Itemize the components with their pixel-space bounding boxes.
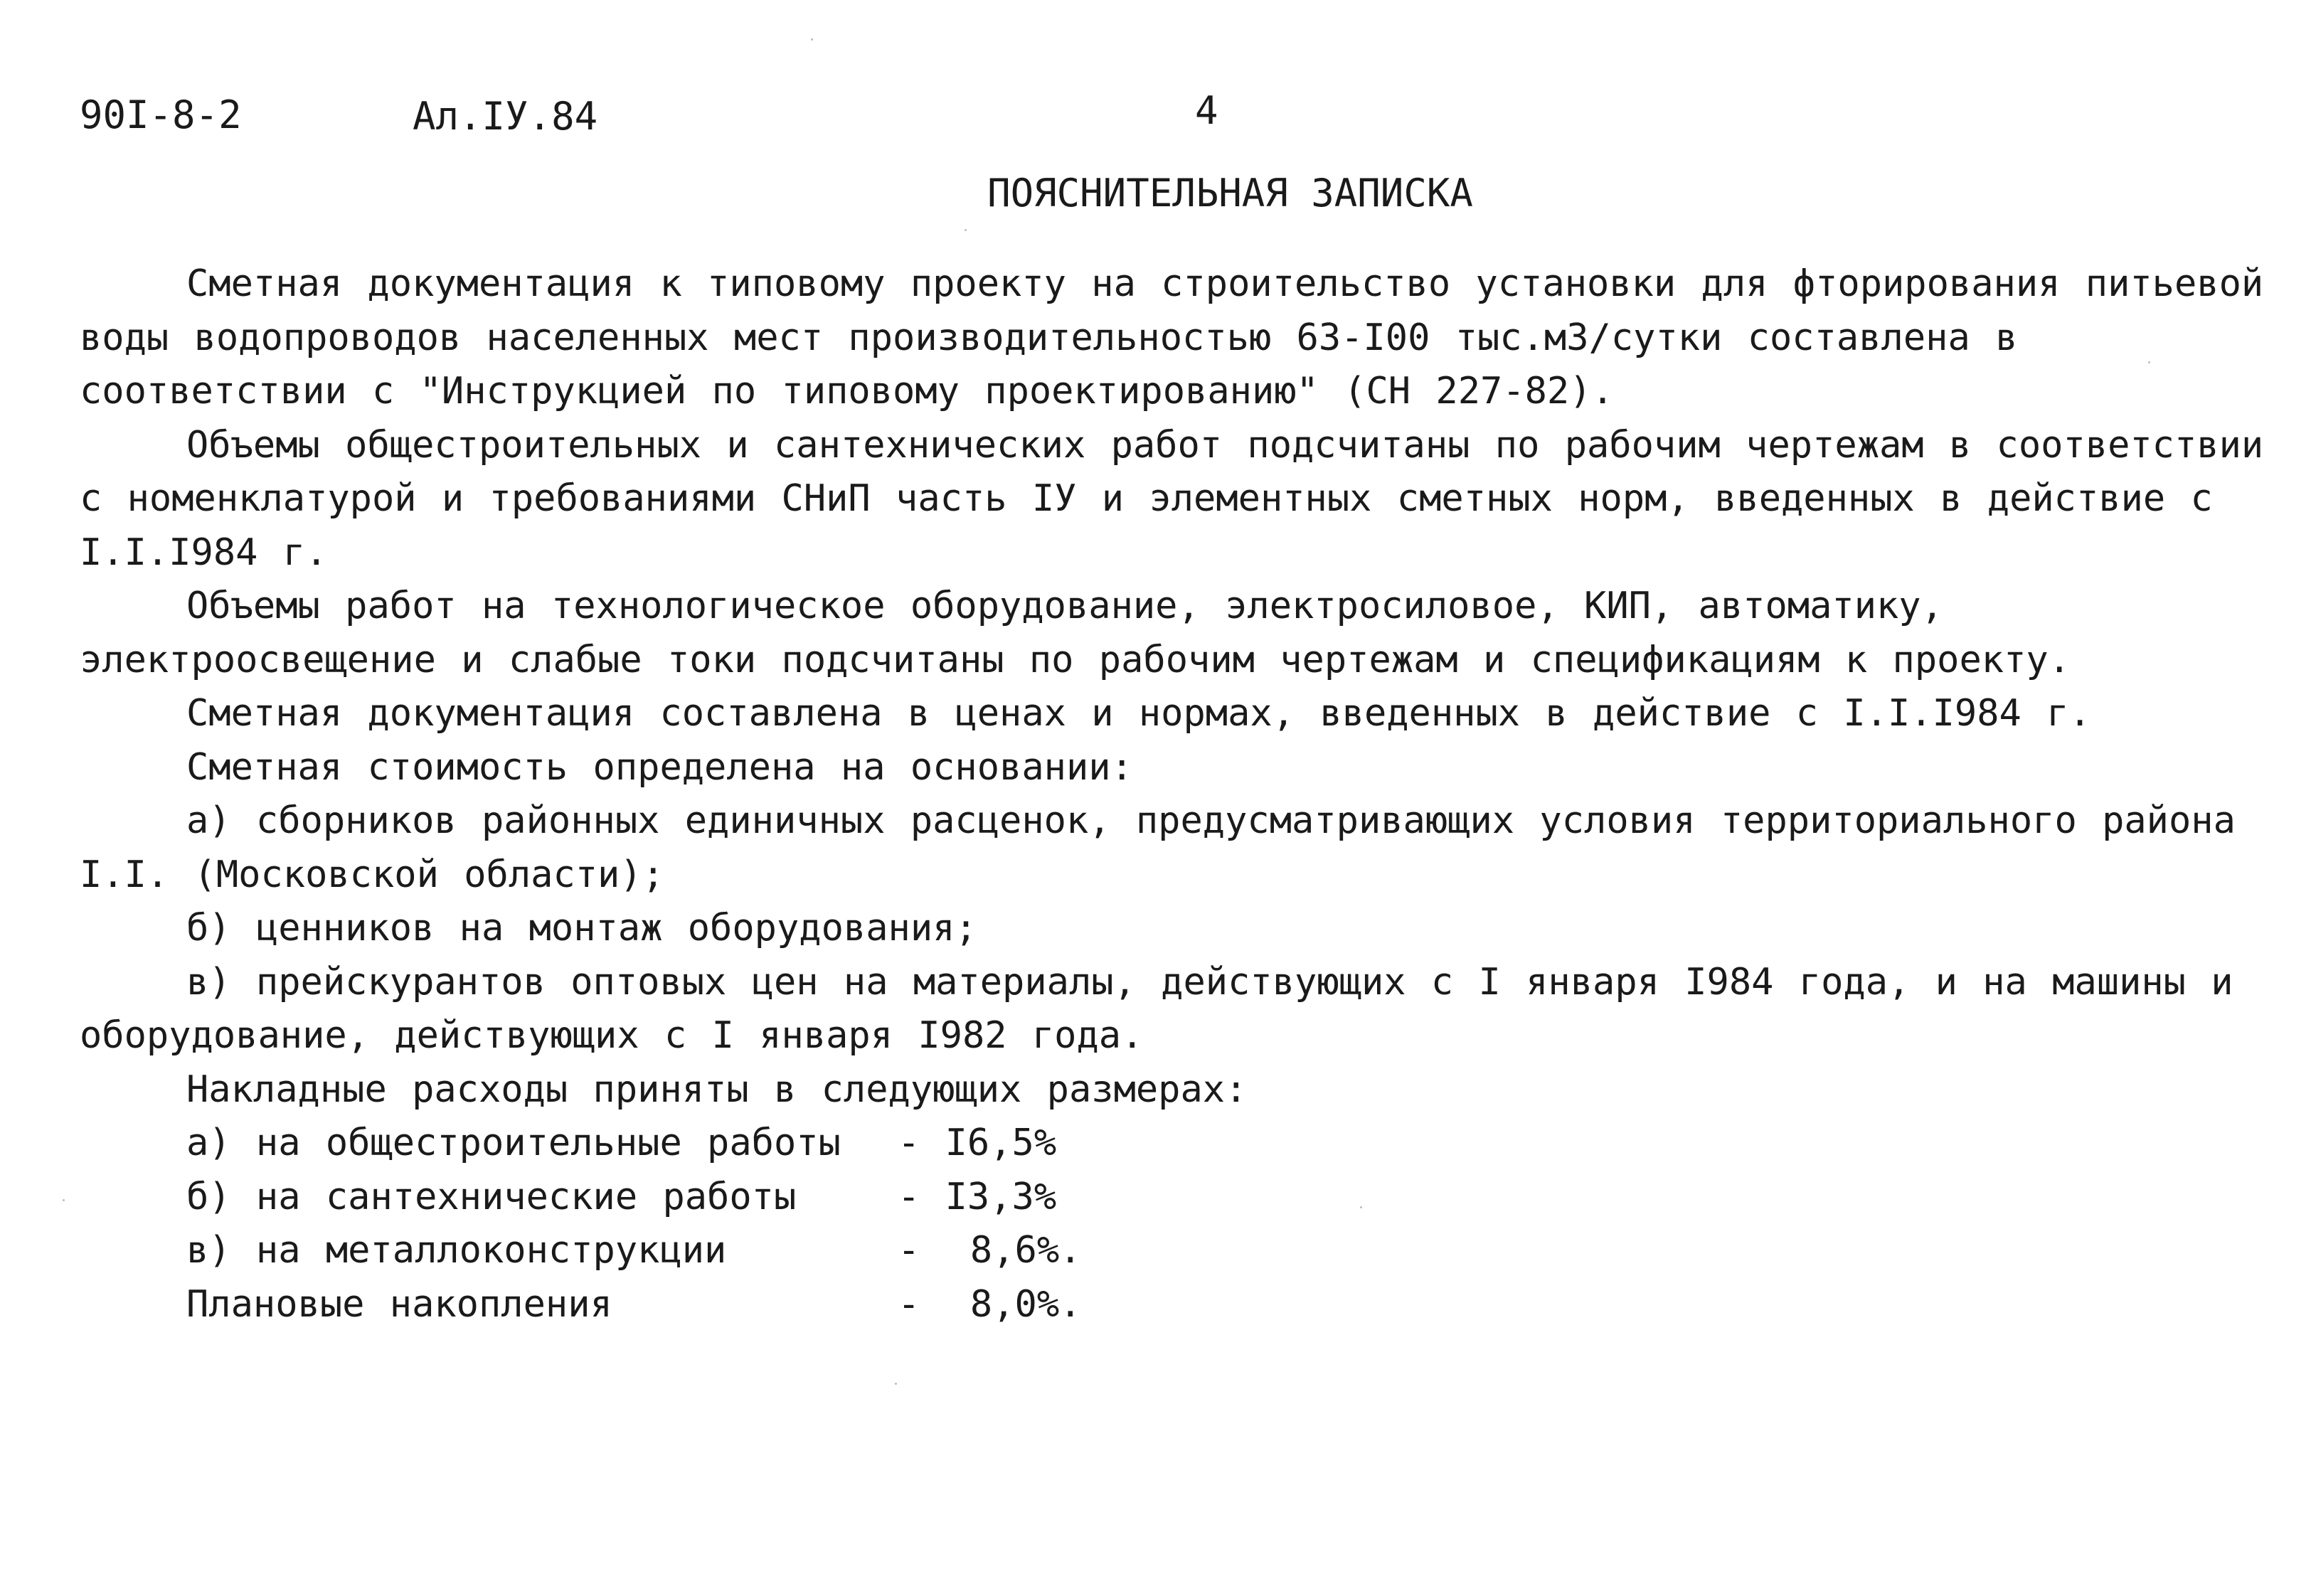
overhead-value: - 8,6%. (898, 1229, 1082, 1272)
list-item-a: а) сборников районных единичных расценок, предусматривающих условия территориального района I.I. (Московской области); (80, 799, 2261, 896)
overhead-label: а) на общестроительные работы (186, 1122, 841, 1164)
document-title: ПОЯСНИТЕЛЬНАЯ ЗАПИСКА (987, 171, 1473, 216)
list-item-c: в) прейскурантов оптовых цен на материалы, действующих с I января I984 года, и на машины и оборудование, действующих с I января I982 года. (80, 960, 2258, 1057)
scan-speck (2148, 361, 2150, 363)
scan-speck (63, 1199, 65, 1201)
overhead-label: Плановые накопления (186, 1282, 612, 1326)
overhead-row (80, 1224, 2285, 1278)
explanatory-note-body (80, 257, 2289, 1331)
paragraph-prices: Сметная документация составлена в ценах и нормах, введенных в действие с I.I.I984 г. (186, 692, 2091, 735)
paragraph-overheads-intro: Накладные расходы приняты в следующих размерах: (186, 1068, 1248, 1111)
overhead-value: - I3,3% (898, 1175, 1057, 1218)
scan-speck (895, 1383, 897, 1385)
page-number: 4 (1195, 88, 1218, 133)
overhead-row (80, 1171, 2285, 1225)
list-item-b: б) ценников на монтаж оборудования; (186, 907, 977, 949)
paragraph-construction-volumes: Объемы общестроительных и сантехнических работ подсчитаны по рабочим чертежам в соответствии с номенклатурой и требованиями СНиП часть IУ и элементных сметных норм, введенных в действие с I.I.I984 г. (80, 423, 2289, 574)
scan-speck (811, 38, 813, 41)
paragraph-estimate-basis: Сметная документация к типовому проекту на строительство установки для фторирования питьевой воды водопроводов населенных мест производительностью 63-I00 тыс.м3/сутки составлена в соответствии с "Инструкцией по типовому проектированию" (СН 227-82). (80, 262, 2289, 413)
overhead-label: б) на сантехнические работы (186, 1175, 797, 1218)
overhead-value: - 8,0%. (898, 1282, 1082, 1326)
scan-speck (1360, 1206, 1362, 1208)
overhead-row (80, 1278, 2285, 1332)
overhead-label: в) на металлоконструкции (186, 1229, 727, 1272)
paragraph-cost-basis: Сметная стоимость определена на основании: (186, 745, 1133, 789)
document-code: 90I-8-2 (80, 92, 242, 137)
album-code: Ал.IУ.84 (413, 94, 598, 139)
overhead-row (80, 1117, 2285, 1171)
scan-speck (965, 229, 967, 231)
overhead-value: - I6,5% (898, 1122, 1057, 1164)
paragraph-equipment-volumes: Объемы работ на технологическое оборудование, электросиловое, КИП, автоматику, электроосвещение и слабые токи подсчитаны по рабочим чертежам и спецификациям к проекту. (80, 585, 2071, 681)
